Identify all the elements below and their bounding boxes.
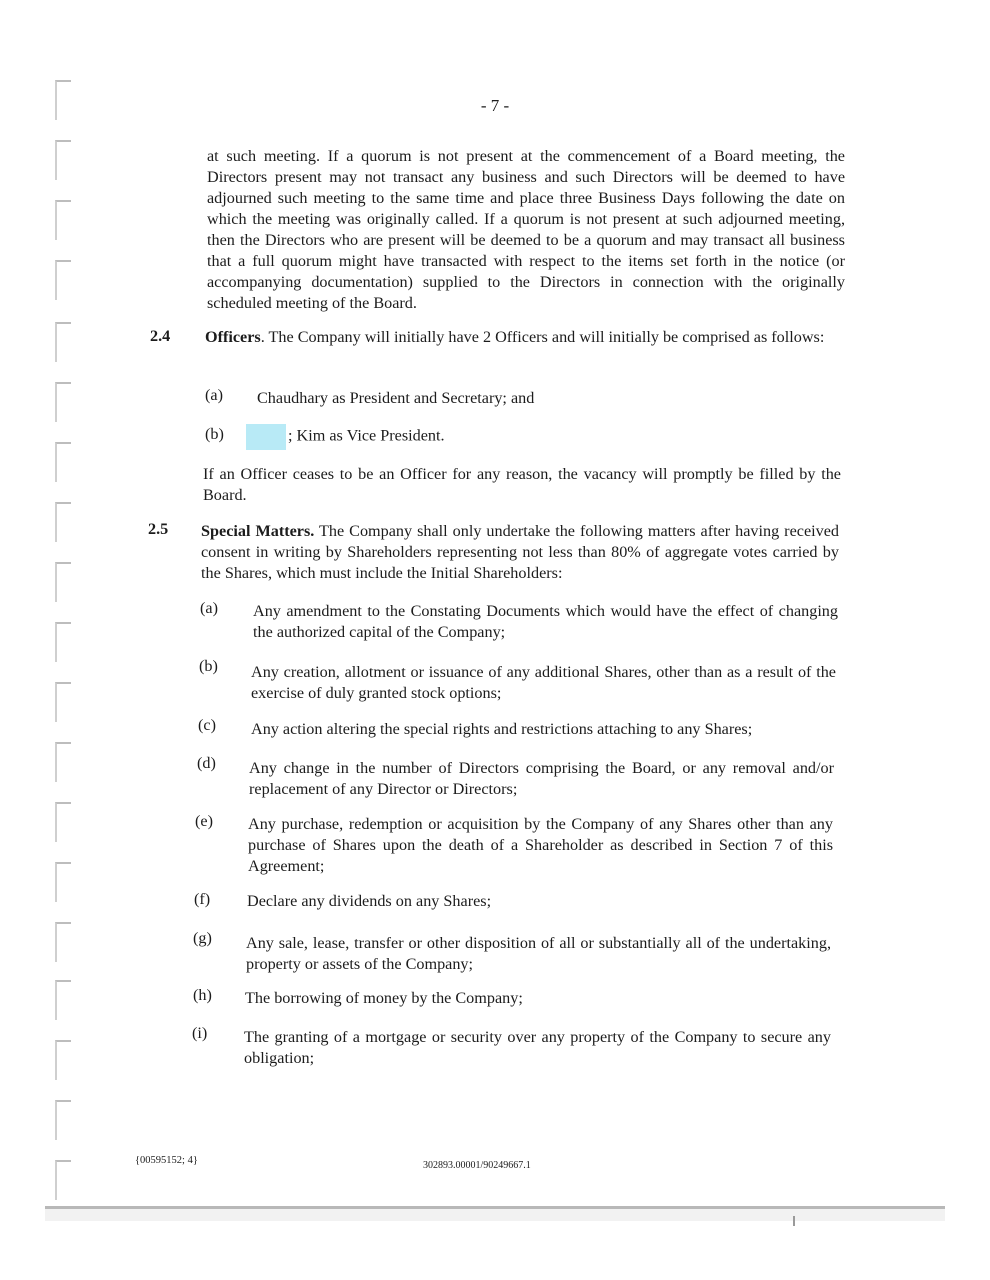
continuation-paragraph: at such meeting. If a quorum is not present at the commencement of a Board meeting, the Directors present may not transact any business and such Directors will be deemed to have adjourned such meeting to the same time and place three Business Days following the date on which the meeting was originally called. If a quorum is not present at such adjourned meeting, then the Directors who are present will be deemed to be a quorum and may transact all business that a full quorum might have transacted with respect to the items set forth in the notice (or accompanying documentation) supplied to the Directors in connection with the originally scheduled meeting of the Board. bbox=[207, 147, 845, 312]
binder-hole bbox=[55, 1160, 71, 1200]
item-label: (d) bbox=[197, 754, 216, 772]
list-item: Any amendment to the Constating Documents which would have the effect of changing the authorized capital of the Company; bbox=[253, 602, 838, 641]
section-intro: The Company shall only undertake the following matters after having received consent in writing by Shareholders representing not less than 80% of aggregate votes carried by the Shares, which must include the Initial Shareholders: bbox=[201, 522, 839, 582]
list-item: Any action altering the special rights and restrictions attaching to any Shares; bbox=[251, 720, 753, 738]
item-label: (a) bbox=[200, 599, 218, 617]
item-label: (f) bbox=[194, 890, 211, 908]
page-bottom-shadow bbox=[45, 1209, 945, 1221]
binder-hole bbox=[55, 1100, 71, 1140]
list-item: The granting of a mortgage or security over any property of the Company to secure any obligation; bbox=[244, 1028, 831, 1067]
section-heading: Special Matters. bbox=[201, 522, 315, 540]
binder-hole bbox=[55, 922, 71, 962]
redaction-box bbox=[246, 424, 286, 450]
item-label: (a) bbox=[205, 386, 223, 404]
item-label: (e) bbox=[195, 812, 213, 830]
item-label: (c) bbox=[198, 716, 216, 734]
list-item: Any purchase, redemption or acquisition by the Company of any Shares other than any purchase of Shares upon the death of a Shareholder as described in Section 7 of this Agreement; bbox=[248, 815, 833, 875]
footer-doc-ref: {00595152; 4} bbox=[135, 1155, 198, 1166]
binder-hole bbox=[55, 442, 71, 482]
section-heading: Officers bbox=[205, 328, 261, 346]
binder-hole bbox=[55, 622, 71, 662]
item-label: (i) bbox=[192, 1024, 208, 1042]
page-number: - 7 - bbox=[480, 96, 510, 115]
binder-hole-strip bbox=[0, 60, 80, 1210]
footer-matter-ref: 302893.00001/90249667.1 bbox=[423, 1160, 531, 1171]
list-item: Any change in the number of Directors comprising the Board, or any removal and/or replacement of any Director or Directors; bbox=[249, 759, 834, 798]
binder-hole bbox=[55, 200, 71, 240]
binder-hole bbox=[55, 260, 71, 300]
binder-hole bbox=[55, 562, 71, 602]
binder-hole bbox=[55, 980, 71, 1020]
section-intro: . The Company will initially have 2 Officers and will initially be comprised as follows: bbox=[260, 328, 825, 346]
section-number: 2.4 bbox=[150, 327, 171, 345]
list-item: Chaudhary as President and Secretary; and bbox=[257, 389, 535, 407]
section-2-5-paragraph bbox=[201, 521, 839, 584]
binder-hole bbox=[55, 802, 71, 842]
section-number: 2.5 bbox=[148, 520, 169, 538]
scan-mark bbox=[793, 1216, 795, 1226]
list-item: Declare any dividends on any Shares; bbox=[247, 892, 492, 910]
list-item: Any sale, lease, transfer or other disposition of all or substantially all of the undertaking, property or assets of the Company; bbox=[246, 934, 831, 973]
binder-hole bbox=[55, 322, 71, 362]
list-item: The borrowing of money by the Company; bbox=[245, 989, 523, 1007]
item-label: (b) bbox=[199, 657, 218, 675]
binder-hole bbox=[55, 862, 71, 902]
binder-hole bbox=[55, 1040, 71, 1080]
section-2-4-paragraph bbox=[205, 327, 843, 348]
item-label: (h) bbox=[193, 986, 212, 1004]
binder-hole bbox=[55, 502, 71, 542]
binder-hole bbox=[55, 140, 71, 180]
item-label: (b) bbox=[205, 425, 224, 443]
item-label: (g) bbox=[193, 929, 212, 947]
binder-hole bbox=[55, 742, 71, 782]
binder-hole bbox=[55, 682, 71, 722]
binder-hole bbox=[55, 382, 71, 422]
section-2-4-closing: If an Officer ceases to be an Officer for any reason, the vacancy will promptly be filled by the Board. bbox=[203, 465, 841, 504]
list-item: ; Kim as Vice President. bbox=[246, 424, 826, 450]
list-item: Any creation, allotment or issuance of any additional Shares, other than as a result of the exercise of duly granted stock options; bbox=[251, 663, 836, 702]
